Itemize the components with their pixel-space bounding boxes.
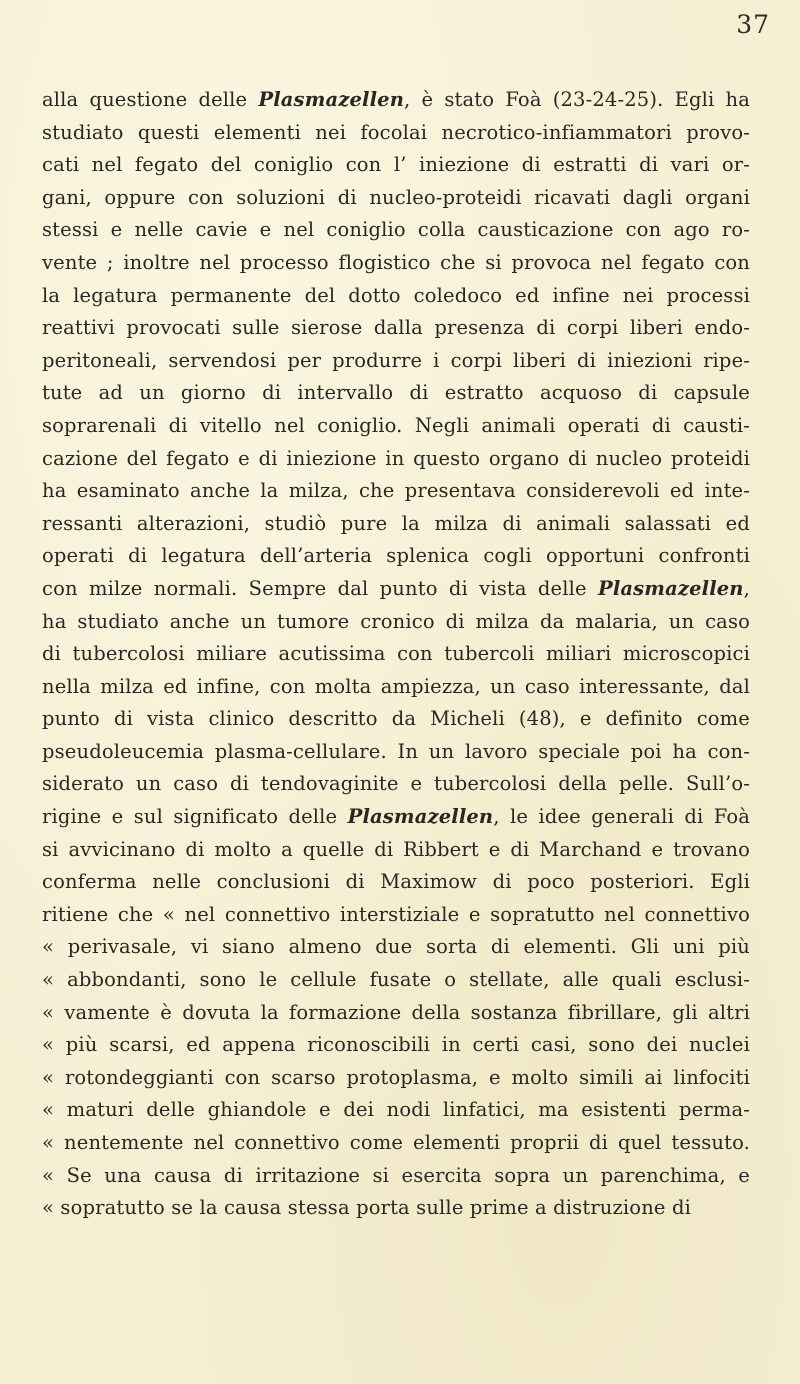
text-line: peritoneali, servendosi per produrre i corpi liberi di iniezioni ripe- [42,348,750,372]
text-line: con milze normali. Sempre dal punto di vista delle Plasmazellen, [42,576,750,600]
text-line: conferma nelle conclusioni di Maximow di poco posteriori. Egli [42,870,750,894]
text-line: stessi e nelle cavie e nel coniglio colla causticazione con ago ro- [42,218,750,242]
text-line: rigine e sul significato delle Plasmazellen, le idee generali di Foà [42,805,750,829]
text-line: reattivi provocati sulle sierose dalla presenza di corpi liberi endo- [42,316,750,340]
text-line: « più scarsi, ed appena riconoscibili in certi casi, sono dei nuclei [42,1033,750,1057]
text-line: si avvicinano di molto a quelle di Ribbert e di Marchand e trovano [42,837,750,861]
text-line: operati di legatura dell’arteria splenica cogli opportuni confronti [42,544,750,568]
text-line: ressanti alterazioni, studiò pure la milza di animali salassati ed [42,511,750,535]
text-line: « Se una causa di irritazione si esercita sopra un parenchima, e [42,1163,750,1187]
text-line: pseudoleucemia plasma-cellulare. In un lavoro speciale poi ha con- [42,739,750,763]
text-line: ha studiato anche un tumore cronico di milza da malaria, un caso [42,609,750,633]
text-line: ha esaminato anche la milza, che presentava considerevoli ed inte- [42,479,750,503]
text-line: cazione del fegato e di iniezione in questo organo di nucleo proteidi [42,446,750,470]
text-line: soprarenali di vitello nel coniglio. Negli animali operati di causti- [42,413,750,437]
text-line: nella milza ed infine, con molta ampiezza, un caso interessante, dal [42,674,750,698]
body-text [42,84,750,1225]
text-line: siderato un caso di tendovaginite e tubercolosi della pelle. Sull’o- [42,772,750,796]
text-line: tute ad un giorno di intervallo di estratto acquoso di capsule [42,381,750,405]
text-line: di tubercolosi miliare acutissima con tubercoli miliari microscopici [42,642,750,666]
text-line: punto di vista clinico descritto da Micheli (48), e definito come [42,707,750,731]
italic-term: Plasmazellen [598,576,744,600]
text-line: alla questione delle Plasmazellen, è stato Foà (23-24-25). Egli ha [42,88,750,111]
text-line: la legatura permanente del dotto coledoco ed infine nei processi [42,283,750,307]
text-line: « maturi delle ghiandole e dei nodi linfatici, ma esistenti perma- [42,1098,750,1122]
italic-term: Plasmazellen [347,805,494,829]
text-line: gani, oppure con soluzioni di nucleo-proteidi ricavati dagli organi [42,185,750,209]
text-line: cati nel fegato del coniglio con l’ iniezione di estratti di vari or- [42,153,750,177]
text-line: « nentemente nel connettivo come elementi proprii di quel tessuto. [42,1131,750,1154]
page-number: 37 [736,10,770,39]
text-line: « vamente è dovuta la formazione della sostanza fibrillare, gli altri [42,1000,750,1024]
text-line: « abbondanti, sono le cellule fusate o stellate, alle quali esclusi- [42,968,750,992]
text-line: « rotondeggianti con scarso protoplasma, e molto simili ai linfociti [42,1065,750,1089]
italic-term: Plasmazellen [258,88,405,111]
text-line: « perivasale, vi siano almeno due sorta di elementi. Gli uni più [42,935,750,959]
text-line: « sopratutto se la causa stessa porta sulle prime a distruzione di [42,1196,691,1220]
text-line: vente ; inoltre nel processo flogistico che si provoca nel fegato con [42,250,750,274]
text-line: ritiene che « nel connettivo interstiziale e sopratutto nel connettivo [42,902,750,926]
text-line: studiato questi elementi nei focolai necrotico-infiammatori provo- [42,120,750,144]
